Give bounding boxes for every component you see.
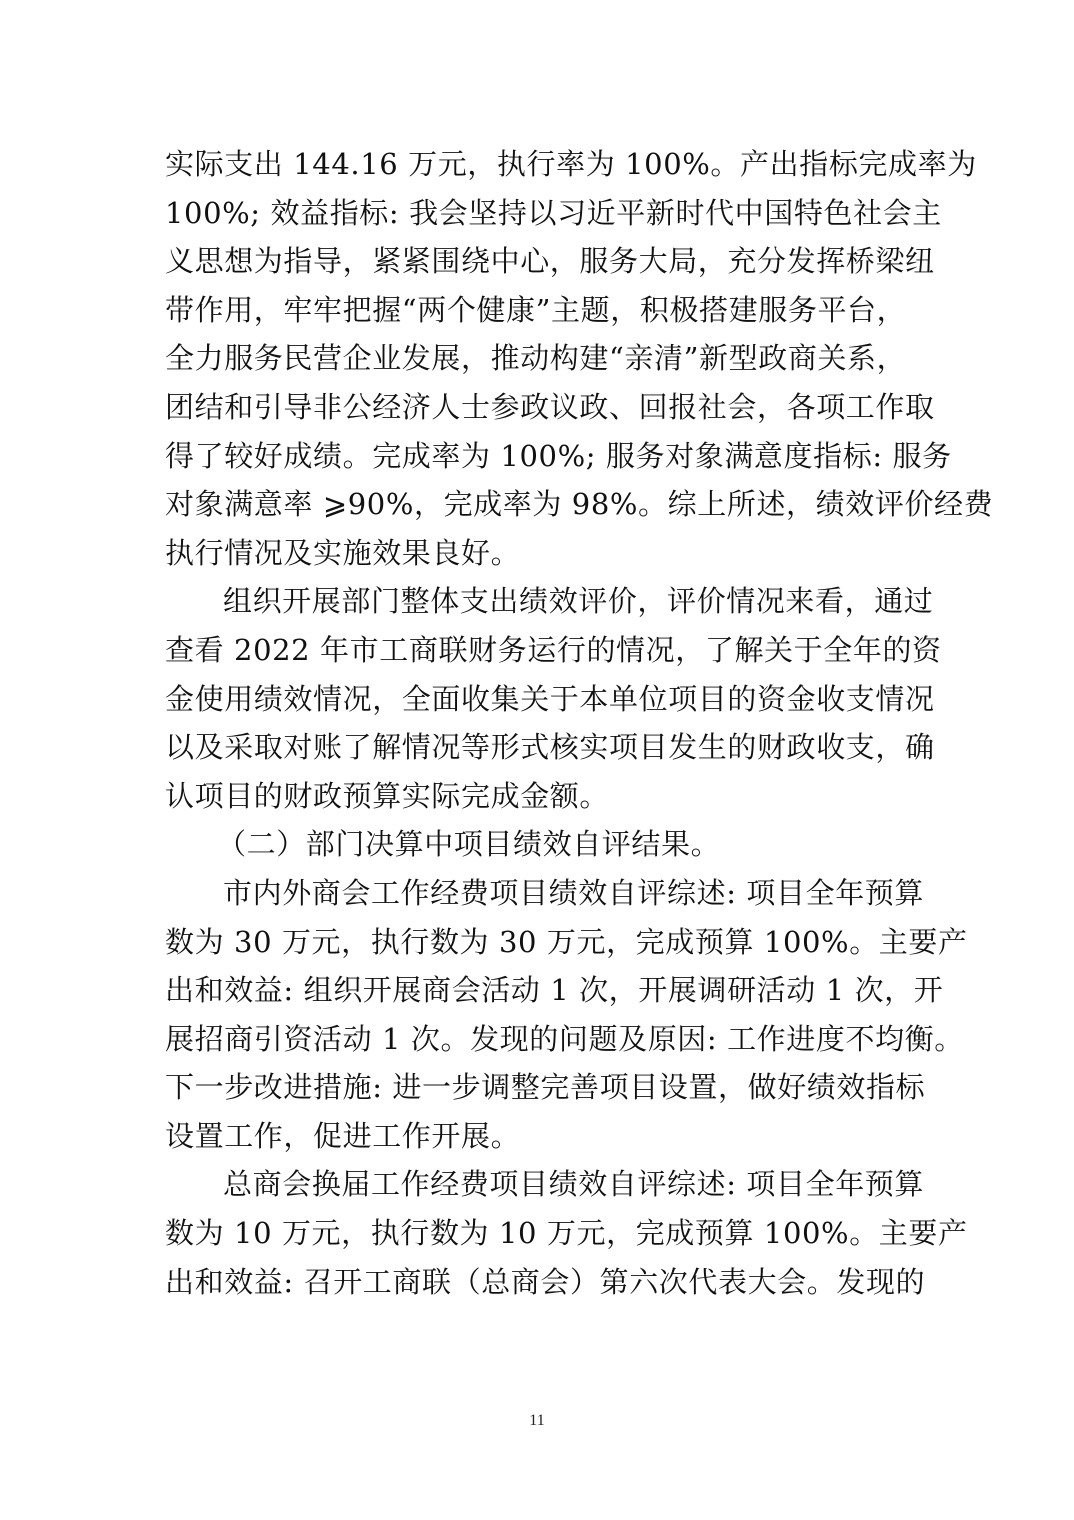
- text-line: 得了较好成绩。完成率为 100%; 服务对象满意度指标: 服务: [165, 438, 952, 473]
- text-line: 认项目的财政预算实际完成金额。: [165, 778, 610, 813]
- text-line: 展招商引资活动 1 次。发现的问题及原因: 工作进度不均衡。: [165, 1021, 964, 1056]
- text-line: 数为 10 万元，执行数为 10 万元，完成预算 100%。主要产: [165, 1216, 968, 1251]
- text-line: 带作用，牢牢把握“两个健康”主题，积极搭建服务平台，: [165, 292, 907, 327]
- text-line: 数为 30 万元，执行数为 30 万元，完成预算 100%。主要产: [165, 924, 968, 959]
- text-line: 金使用绩效情况，全面收集关于本单位项目的资金收支情况: [165, 681, 935, 716]
- text-line: 义思想为指导，紧紧围绕中心，服务大局，充分发挥桥梁纽: [165, 244, 935, 279]
- text-line: 出和效益: 召开工商联（总商会）第六次代表大会。发现的: [165, 1264, 926, 1299]
- text-line: 团结和引导非公经济人士参政议政、回报社会，各项工作取: [165, 389, 935, 424]
- text-line: 查看 2022 年市工商联财务运行的情况，了解关于全年的资: [165, 632, 942, 667]
- text-line: 设置工作，促进工作开展。: [165, 1118, 521, 1153]
- page-number: 11: [529, 1412, 545, 1429]
- text-line: 出和效益: 组织开展商会活动 1 次，开展调研活动 1 次，开: [165, 973, 944, 1008]
- paragraph-start-line: 总商会换届工作经费项目绩效自评综述: 项目全年预算: [223, 1167, 924, 1202]
- text-line: 全力服务民营企业发展，推动构建“亲清”新型政商关系，: [165, 341, 907, 376]
- body-text: [165, 140, 994, 1306]
- text-line: 100%; 效益指标: 我会坚持以习近平新时代中国特色社会主: [165, 195, 942, 230]
- text-line: 下一步改进措施: 进一步调整完善项目设置，做好绩效指标: [165, 1070, 926, 1105]
- text-line: 对象满意率 ⩾90%，完成率为 98%。综上所述，绩效评价经费: [165, 487, 994, 522]
- text-line: 以及采取对账了解情况等形式核实项目发生的财政收支，确: [165, 730, 935, 765]
- text-line: 执行情况及实施效果良好。: [165, 535, 521, 570]
- paragraph-start-line: 组织开展部门整体支出绩效评价，评价情况来看，通过: [223, 584, 934, 619]
- section-heading: （二）部门决算中项目绩效自评结果。: [217, 827, 721, 862]
- paragraph-start-line: 市内外商会工作经费项目绩效自评综述: 项目全年预算: [223, 875, 924, 910]
- text-line: 实际支出 144.16 万元，执行率为 100%。产出指标完成率为: [165, 147, 977, 181]
